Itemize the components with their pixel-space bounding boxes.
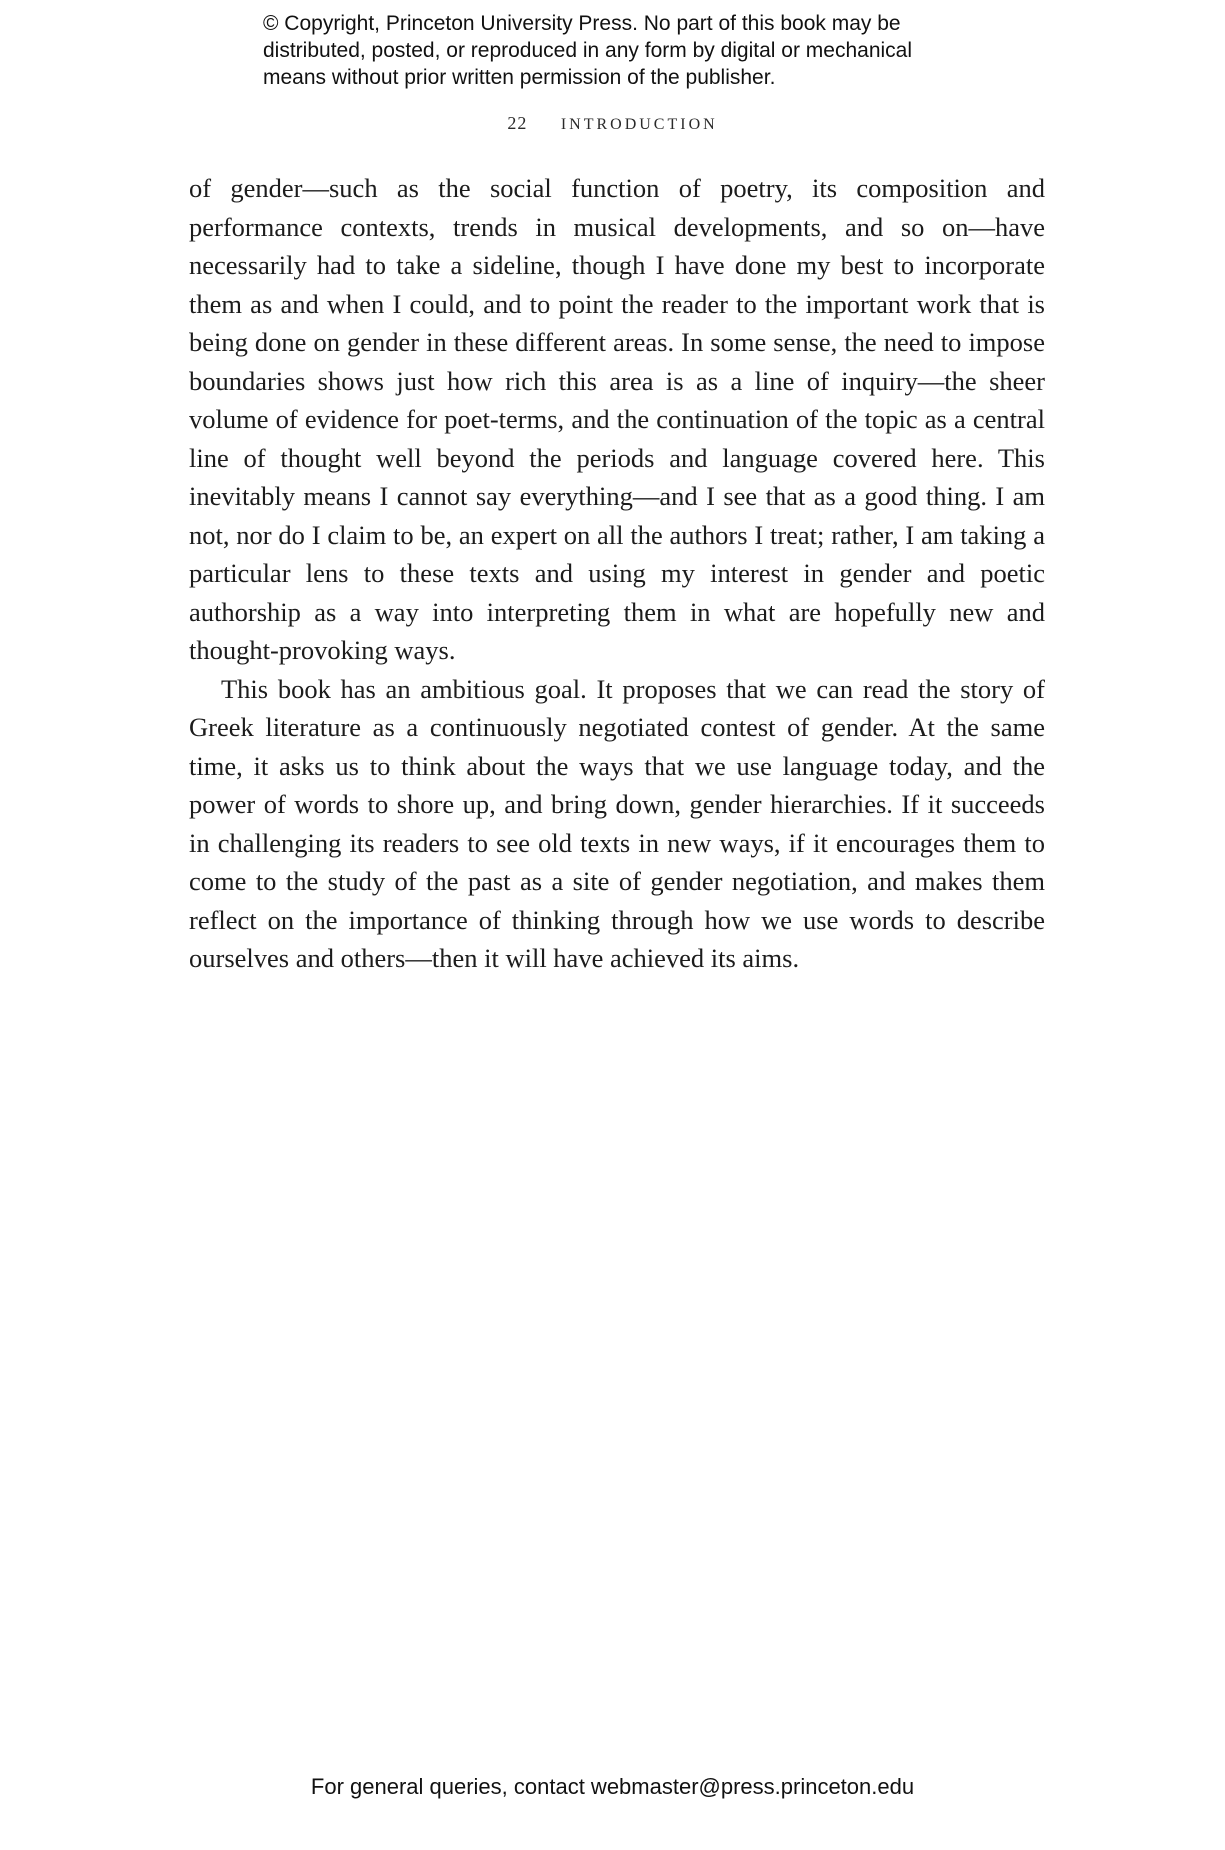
copyright-notice — [263, 10, 983, 91]
section-title: INTRODUCTION — [560, 116, 718, 133]
page-number: 22 — [507, 113, 528, 133]
copyright-line: distributed, posted, or reproduced in any form by digital or mechanical — [263, 39, 913, 62]
copyright-line: © Copyright, Princeton University Press. No part of this book may be — [263, 12, 901, 35]
running-head — [0, 113, 1225, 134]
paragraph: of gender—such as the social function of poetry, its composition and performance contexts, trends in musical developments, and so on—have necessarily had to take a sideline, though I have done my best to incorporate them as and when I could, and to point the reader to the important work that is being done on gender in these different areas. In some sense, the need to impose boundaries shows just how rich this area is as a line of inquiry—the sheer volume of evidence for poet-terms, and the continuation of the topic as a central line of thought well beyond the periods and language covered here. This inevitably means I cannot say everything—and I see that as a good thing. I am not, nor do I claim to be, an expert on all the authors I treat; rather, I am taking a particular lens to these texts and using my interest in gender and poetic authorship as a way into interpreting them in what are hopefully new and thought-provoking ways. — [189, 173, 1045, 665]
copyright-line: means without prior written permission of the publisher. — [263, 66, 776, 89]
body-text — [189, 169, 1045, 978]
footer-contact: For general queries, contact webmaster@press.princeton.edu — [310, 1774, 915, 1799]
paragraph: This book has an ambitious goal. It proposes that we can read the story of Greek literature as a continuously negotiated contest of gender. At the same time, it asks us to think about the ways that we use language today, and the power of words to shore up, and bring down, gender hierarchies. If it succeeds in challenging its readers to see old texts in new ways, if it encourages them to come to the study of the past as a site of gender negotiation, and makes them reflect on the importance of thinking through how we use words to describe ourselves and others—then it will have achieved its aims. — [189, 673, 1045, 973]
